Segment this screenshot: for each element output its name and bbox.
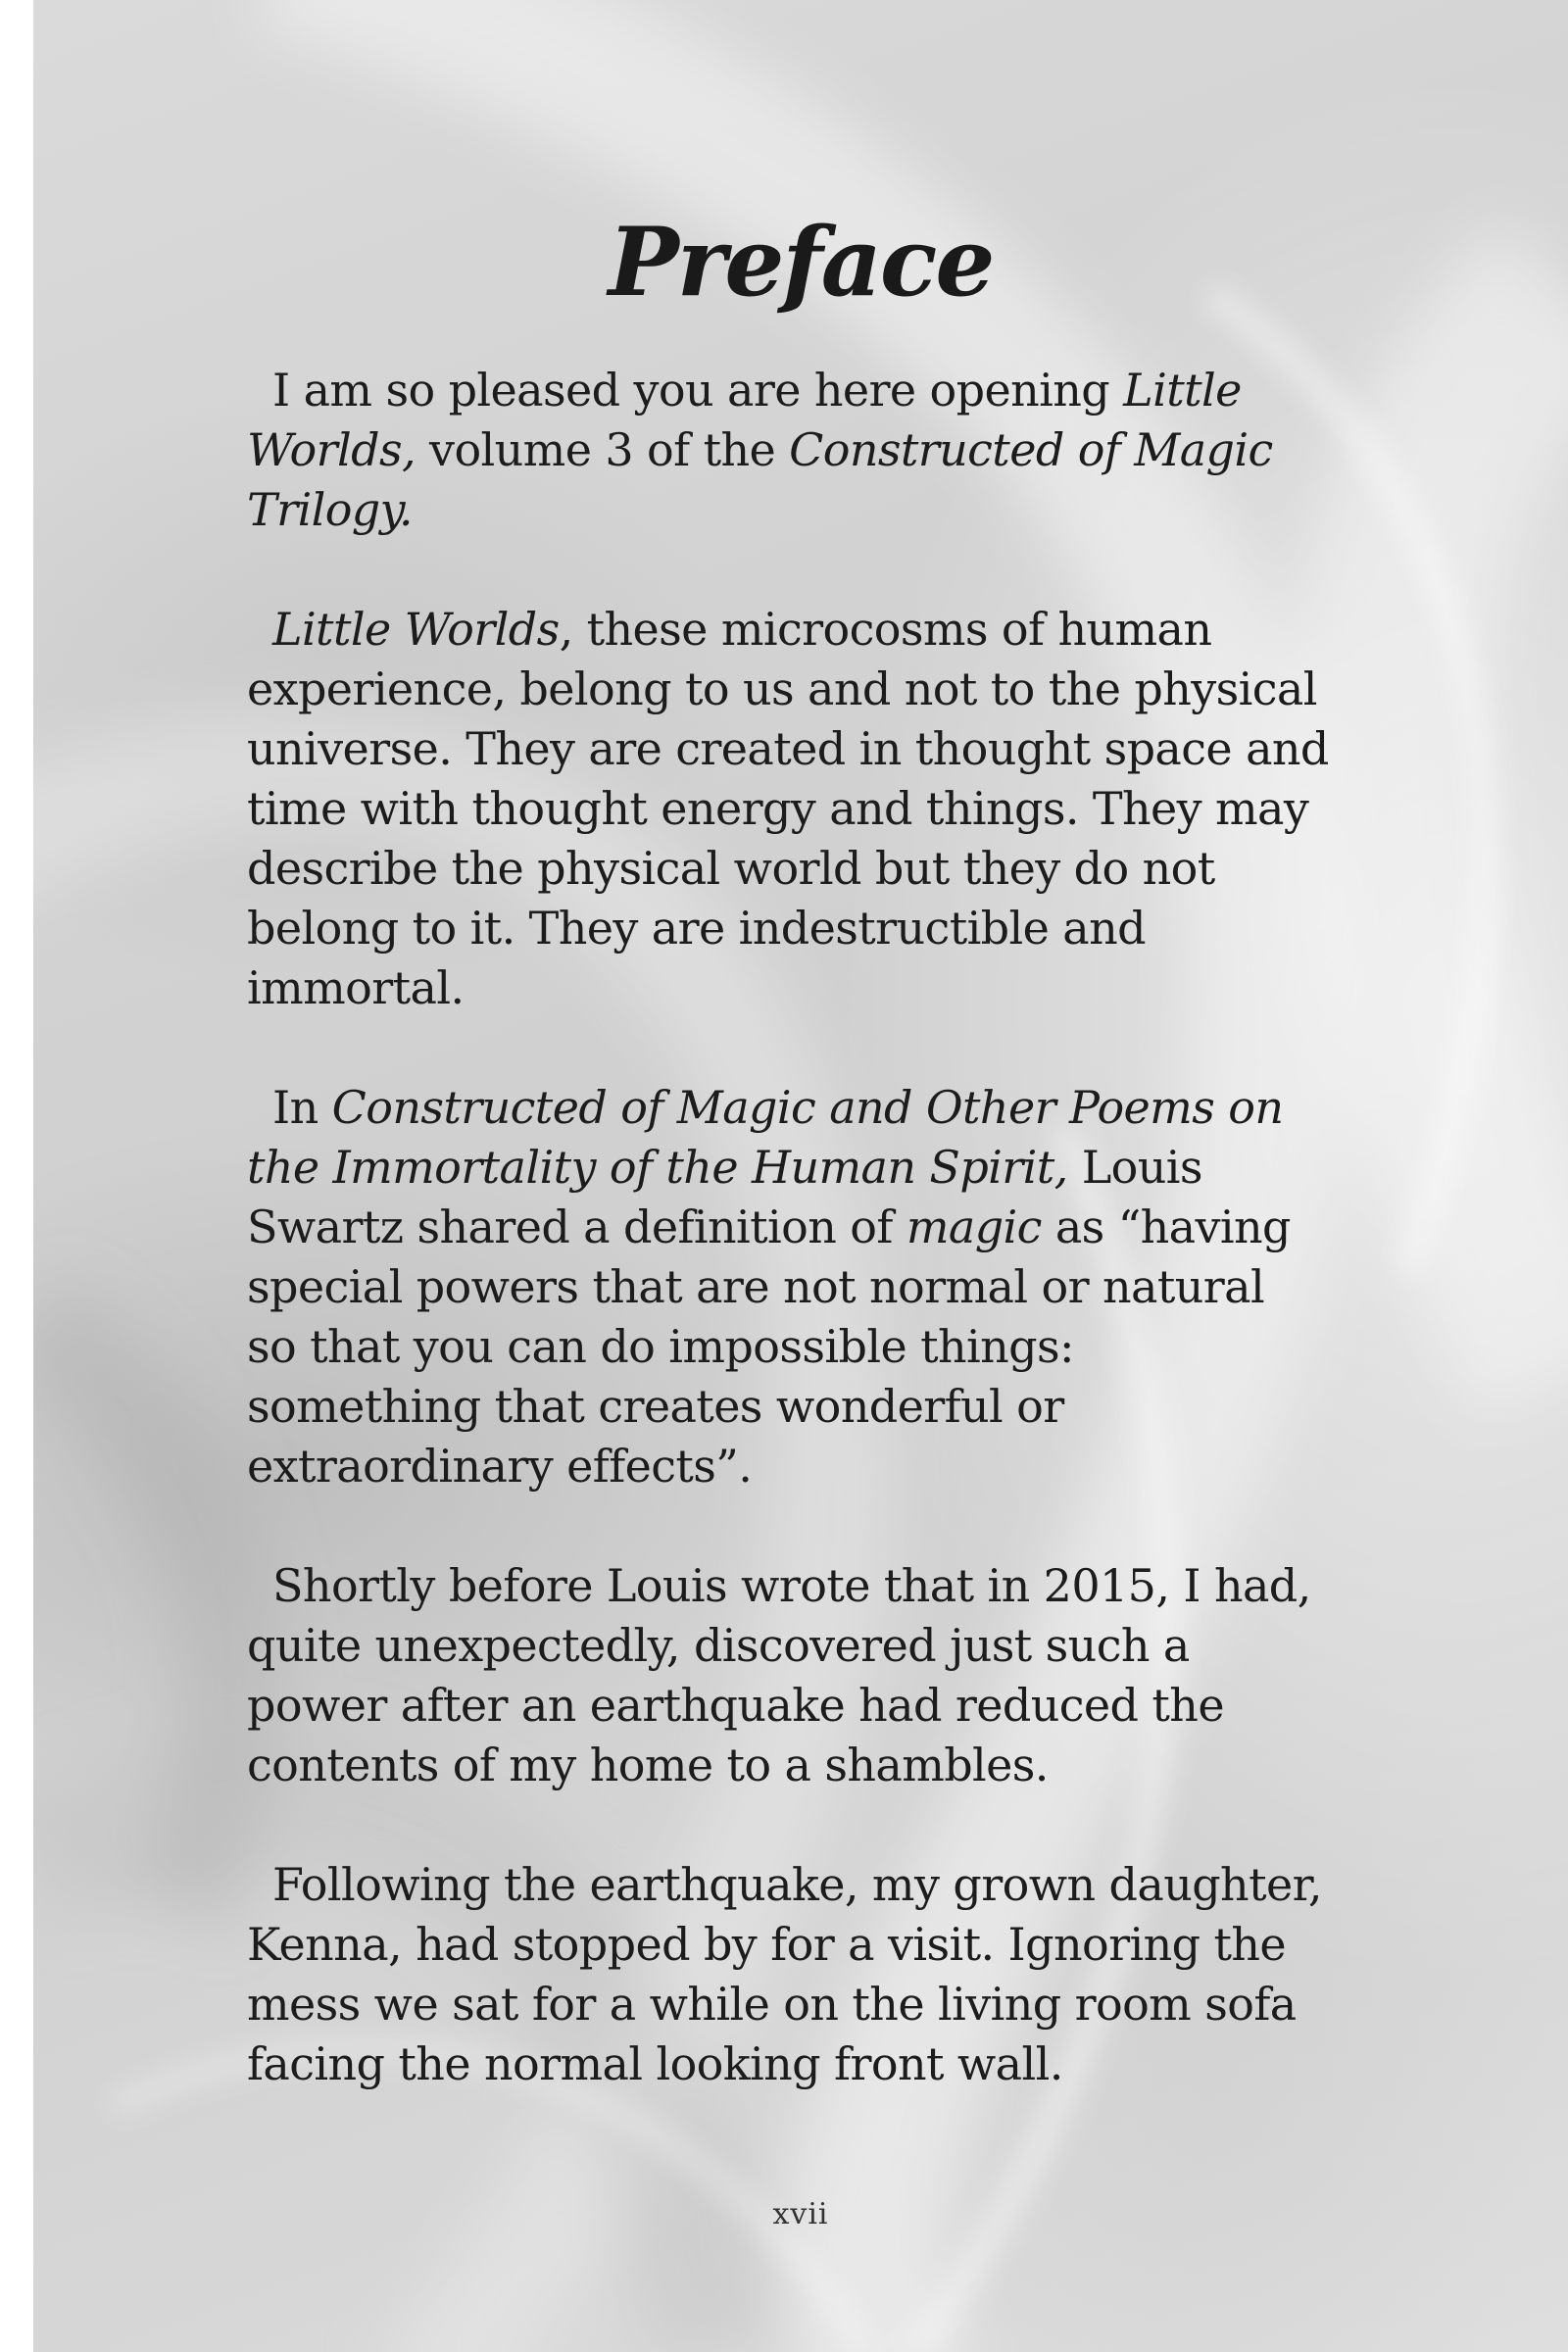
text-run: special powers that are not normal or natural bbox=[247, 1260, 1265, 1313]
text-run: something that creates wonderful or bbox=[247, 1380, 1064, 1433]
text-line bbox=[247, 2034, 1452, 2094]
text-run: , these microcosms of human bbox=[559, 603, 1212, 656]
paragraph bbox=[247, 1556, 1452, 1795]
text-line bbox=[247, 1616, 1452, 1676]
text-run: power after an earthquake had reduced the bbox=[247, 1679, 1224, 1732]
text-run: Kenna, had stopped by for a visit. Ignoring the bbox=[247, 1918, 1287, 1971]
text-line bbox=[247, 1437, 1452, 1496]
text-line bbox=[247, 600, 1452, 660]
text-run: volume 3 of the bbox=[416, 423, 790, 476]
text-line bbox=[247, 420, 1452, 480]
page-number: xvii bbox=[772, 2197, 829, 2231]
text-run: contents of my home to a shambles. bbox=[247, 1739, 1049, 1791]
text-line bbox=[247, 660, 1452, 719]
paragraph bbox=[247, 600, 1452, 1018]
text-line bbox=[247, 1975, 1452, 2034]
text-line bbox=[247, 1736, 1452, 1795]
text-run: universe. They are created in thought space and bbox=[247, 722, 1329, 775]
text-line bbox=[247, 480, 1452, 540]
text-line bbox=[247, 719, 1452, 779]
text-line bbox=[247, 779, 1452, 839]
text-line bbox=[247, 1855, 1452, 1915]
book-page bbox=[33, 0, 1568, 2352]
text-line bbox=[247, 1257, 1452, 1317]
preface-body bbox=[247, 361, 1452, 2154]
text-run: Swartz shared a definition of bbox=[247, 1200, 906, 1253]
italic-run: Constructed of Magic bbox=[789, 423, 1273, 476]
paragraph bbox=[247, 1078, 1452, 1496]
text-line bbox=[247, 1078, 1452, 1138]
text-run: I am so pleased you are here opening bbox=[272, 364, 1124, 416]
text-run: In bbox=[272, 1081, 332, 1134]
text-run: Following the earthquake, my grown daughter, bbox=[272, 1858, 1322, 1911]
text-run: immortal. bbox=[247, 961, 465, 1014]
italic-run: Worlds, bbox=[247, 423, 416, 476]
italic-run: the Immortality of the Human Spirit, bbox=[247, 1141, 1068, 1194]
text-line bbox=[247, 1317, 1452, 1377]
text-line bbox=[247, 1676, 1452, 1736]
italic-run: Little Worlds bbox=[272, 603, 560, 656]
text-run: as “having bbox=[1041, 1200, 1291, 1253]
text-run: describe the physical world but they do not bbox=[247, 842, 1215, 895]
text-run: time with thought energy and things. They may bbox=[247, 782, 1309, 835]
text-run: quite unexpectedly, discovered just such a bbox=[247, 1619, 1190, 1672]
text-run: facing the normal looking front wall. bbox=[247, 2037, 1063, 2090]
italic-run: Little bbox=[1123, 364, 1242, 416]
text-line bbox=[247, 958, 1452, 1018]
text-run: extraordinary effects”. bbox=[247, 1440, 753, 1493]
text-run: Louis bbox=[1067, 1141, 1202, 1194]
italic-run: Trilogy. bbox=[247, 483, 413, 536]
text-line bbox=[247, 1915, 1452, 1975]
paragraph bbox=[247, 1855, 1452, 2094]
page-title: Preface bbox=[608, 207, 994, 318]
text-run: belong to it. They are indestructible and bbox=[247, 902, 1146, 955]
text-run: mess we sat for a while on the living room sofa bbox=[247, 1978, 1297, 2031]
text-line bbox=[247, 1377, 1452, 1437]
text-line bbox=[247, 839, 1452, 899]
text-run: so that you can do impossible things: bbox=[247, 1320, 1074, 1373]
text-run: experience, belong to us and not to the physical bbox=[247, 662, 1317, 715]
text-line bbox=[247, 1198, 1452, 1257]
text-line bbox=[247, 1138, 1452, 1198]
text-run: Shortly before Louis wrote that in 2015, I had, bbox=[272, 1559, 1311, 1612]
italic-run: magic bbox=[906, 1200, 1042, 1253]
text-line bbox=[247, 361, 1452, 420]
italic-run: Constructed of Magic and Other Poems on bbox=[331, 1081, 1284, 1134]
text-line bbox=[247, 1556, 1452, 1616]
paragraph bbox=[247, 361, 1452, 540]
text-line bbox=[247, 899, 1452, 958]
